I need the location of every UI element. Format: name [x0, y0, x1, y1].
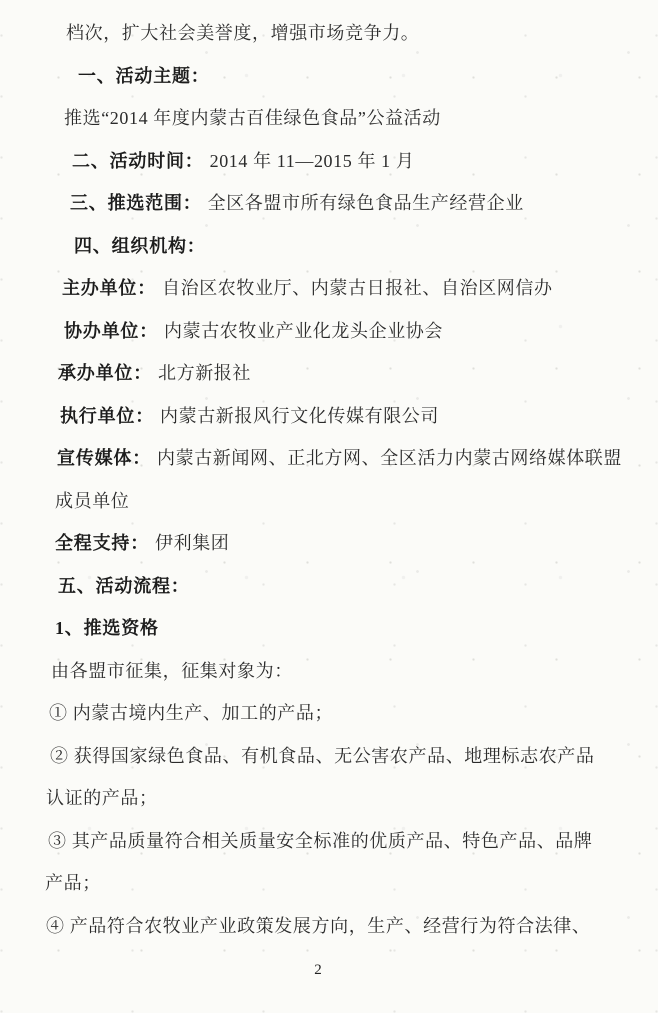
page-number: 2	[314, 962, 322, 978]
list-item-1: ① 内蒙古境内生产、加工的产品；	[49, 703, 334, 723]
para-collection-intro: 由各盟市征集，征集对象为：	[51, 660, 293, 681]
field-value: 内蒙古新报风行文化传媒有限公司	[160, 405, 439, 426]
field-label: 执行单位：	[60, 405, 154, 426]
para-media	[57, 437, 658, 480]
heading-organization	[74, 225, 658, 268]
field-label: 承办单位：	[58, 363, 152, 383]
heading-label: 三、推选范围：	[70, 193, 202, 213]
list-item-3-continuation: 产品；	[45, 873, 101, 893]
list-item-2: ② 获得国家绿色食品、有机食品、无公害农产品、地理标志农产品	[50, 745, 595, 766]
field-value: 内蒙古农牧业产业化龙头企业协会	[164, 320, 443, 341]
heading-activity-time	[72, 140, 658, 183]
field-value: 内蒙古新闻网、正北方网、全区活力内蒙古网络媒体联盟	[157, 448, 622, 468]
para-host-unit	[62, 267, 658, 310]
field-label: 主办单位：	[62, 278, 156, 298]
list-item-4: ④ 产品符合农牧业产业政策发展方向，生产、经营行为符合法律、	[46, 915, 591, 936]
heading-value: 2014 年 11—2015 年 1 月	[209, 150, 415, 171]
para-continuation: 档次，扩大社会美誉度，增强市场竞争力。	[66, 23, 420, 43]
list-item-2-continuation: 认证的产品；	[46, 788, 158, 808]
para-activity-name: 推选“2014 年度内蒙古百佳绿色食品”公益活动	[64, 108, 441, 128]
heading-activity-theme	[78, 55, 658, 98]
heading-activity-process	[58, 565, 658, 608]
field-value: 伊利集团	[155, 533, 230, 553]
para-full-support	[55, 522, 658, 565]
list-item-3: ③ 其产品质量符合相关质量安全标准的优质产品、特色产品、品牌	[48, 830, 593, 851]
heading-label: 五、活动流程：	[58, 575, 190, 596]
field-value: 北方新报社	[158, 363, 251, 383]
heading-selection-scope	[70, 182, 658, 225]
heading-label: 1、推选资格	[55, 618, 159, 638]
heading-label: 二、活动时间：	[72, 150, 204, 171]
para-co-organizer	[64, 310, 658, 353]
field-value: 自治区农牧业厅、内蒙古日报社、自治区网信办	[162, 278, 553, 298]
para-executor	[60, 395, 658, 438]
heading-selection-qualification	[55, 607, 658, 650]
field-label: 宣传媒体：	[57, 448, 151, 468]
field-label: 协办单位：	[64, 320, 158, 341]
field-label: 全程支持：	[55, 533, 149, 553]
para-undertaker	[58, 352, 658, 395]
heading-value: 全区各盟市所有绿色食品生产经营企业	[207, 193, 524, 213]
para-media-continuation: 成员单位	[55, 490, 130, 511]
heading-label: 一、活动主题：	[78, 65, 210, 86]
heading-label: 四、组织机构：	[74, 235, 206, 256]
